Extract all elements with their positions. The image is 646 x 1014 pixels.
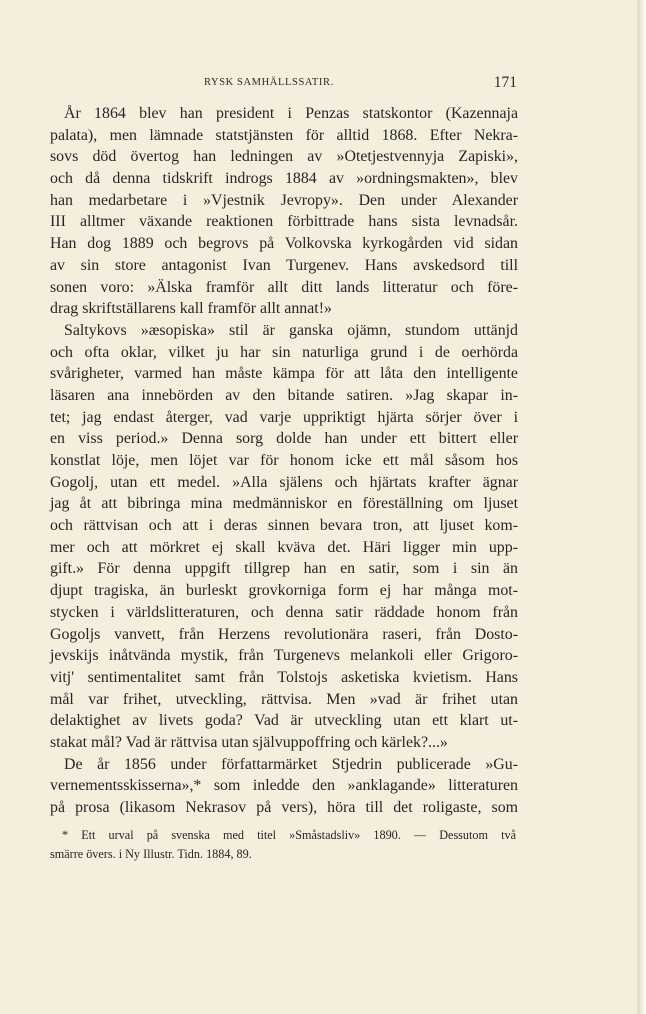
footnote [50, 826, 516, 863]
text-line: sonen voro: »Älska framför allt ditt lands litteratur och före- [50, 278, 518, 296]
text-line: stycken i världslitteraturen, och denna satir räddade honom från [50, 603, 518, 621]
text-line: Saltykovs »æsopiska» stil är ganska ojämn, stundom uttänjd [64, 321, 518, 339]
text-line: sovs död övertog han ledningen av »Otetjestvennyja Zapiski», [50, 148, 518, 166]
text-line: läsaren ana innebörden av den bitande satiren. »Jag skapar in- [50, 386, 518, 404]
text-line: Gogoljs vanvett, från Herzens revolutionära raseri, från Dosto- [50, 625, 518, 643]
text-line: jag åt att bibringa mina medmänniskor en föreställning om ljuset [50, 495, 518, 513]
page-number: 171 [493, 74, 517, 91]
text-line: mer och att mörkret ej skall kväva det. Häri ligger min upp- [50, 538, 518, 556]
text-line: på prosa (likasom Nekrasov på vers), höra till det roligaste, som [50, 799, 518, 816]
text-line: palata), men lämnade statstjänsten för alltid 1868. Efter Nekra- [50, 126, 518, 144]
page-edge [640, 0, 646, 1014]
text-line: Gogolj, utan ett medel. »Alla själens och hjärtats krafter ägnar [50, 473, 518, 491]
text-line: III alltmer växande reaktionen förbittrade hans sista levnadsår. [50, 213, 518, 231]
text-line: vernementsskisserna»,* som inledde den »anklagande» litteraturen [50, 777, 518, 795]
text-line: gift.» För denna uppgift tillgrep han en satir, som i sin än [50, 560, 518, 578]
text-line: djupt tragiska, än burleskt grovkorniga form ej har många mot- [50, 582, 518, 600]
text-line: och då denna tidskrift indrogs 1884 av »ordningsmakten», blev [50, 170, 518, 188]
text-line: mål var frihet, utveckling, rättvisa. Men »vad är frihet utan [50, 690, 518, 708]
text-line: och rättvisan och att i deras sinnen bevara tron, att ljuset kom- [50, 517, 518, 535]
text-line: tet; jag endast återger, vad varje uppriktigt hjärta sörjer över i [50, 408, 518, 426]
text-line: han medarbetare i »Vjestnik Jevropy». Den under Alexander [50, 191, 518, 209]
text-line: delaktighet av livets goda? Vad är utveckling utan ett klart ut- [50, 712, 518, 730]
text-line: Han dog 1889 och begrovs på Volkovska kyrkogården vid sidan [50, 235, 518, 253]
text-line: År 1864 blev han president i Penzas statskontor (Kazennaja [64, 105, 518, 122]
text-line: av sin store antagonist Ivan Turgenev. Hans avskedsord till [50, 256, 518, 274]
text-line: och ofta oklar, vilket ju har sin naturliga grund i de oerhörda [50, 343, 518, 361]
text-line: vitj' sentimentalitet samt från Tolstojs asketiska kvietism. Hans [50, 668, 518, 686]
text-line: drag skriftställarens kall framför allt annat!» [50, 300, 332, 318]
running-title: RYSK SAMHÄLLSSATIR. [204, 77, 334, 88]
text-line: en viss period.» Denna sorg dolde han under ett bittert eller [50, 430, 518, 448]
body-text [50, 103, 518, 819]
text-line: jevskijs inåtvända mystik, från Turgenevs melankoli eller Grigoro- [50, 647, 518, 665]
text-line: konstlat löje, men löjet var för honom icke ett mål såsom hos [50, 452, 518, 469]
text-line: svårigheter, varmed han måste kämpa för att låta den intelligente [50, 365, 518, 383]
text-line: stakat mål? Vad är rättvisa utan självuppoffring och kärlek?...» [50, 733, 448, 751]
footnote-line: smärre övers. i Ny Illustr. Tidn. 1884, 89. [50, 846, 252, 861]
text-line: De år 1856 under författarmärket Stjedrin publicerade »Gu- [64, 755, 518, 773]
footnote-line: * Ett urval på svenska med titel »Småstadsliv» 1890. — Dessutom två [62, 828, 516, 842]
